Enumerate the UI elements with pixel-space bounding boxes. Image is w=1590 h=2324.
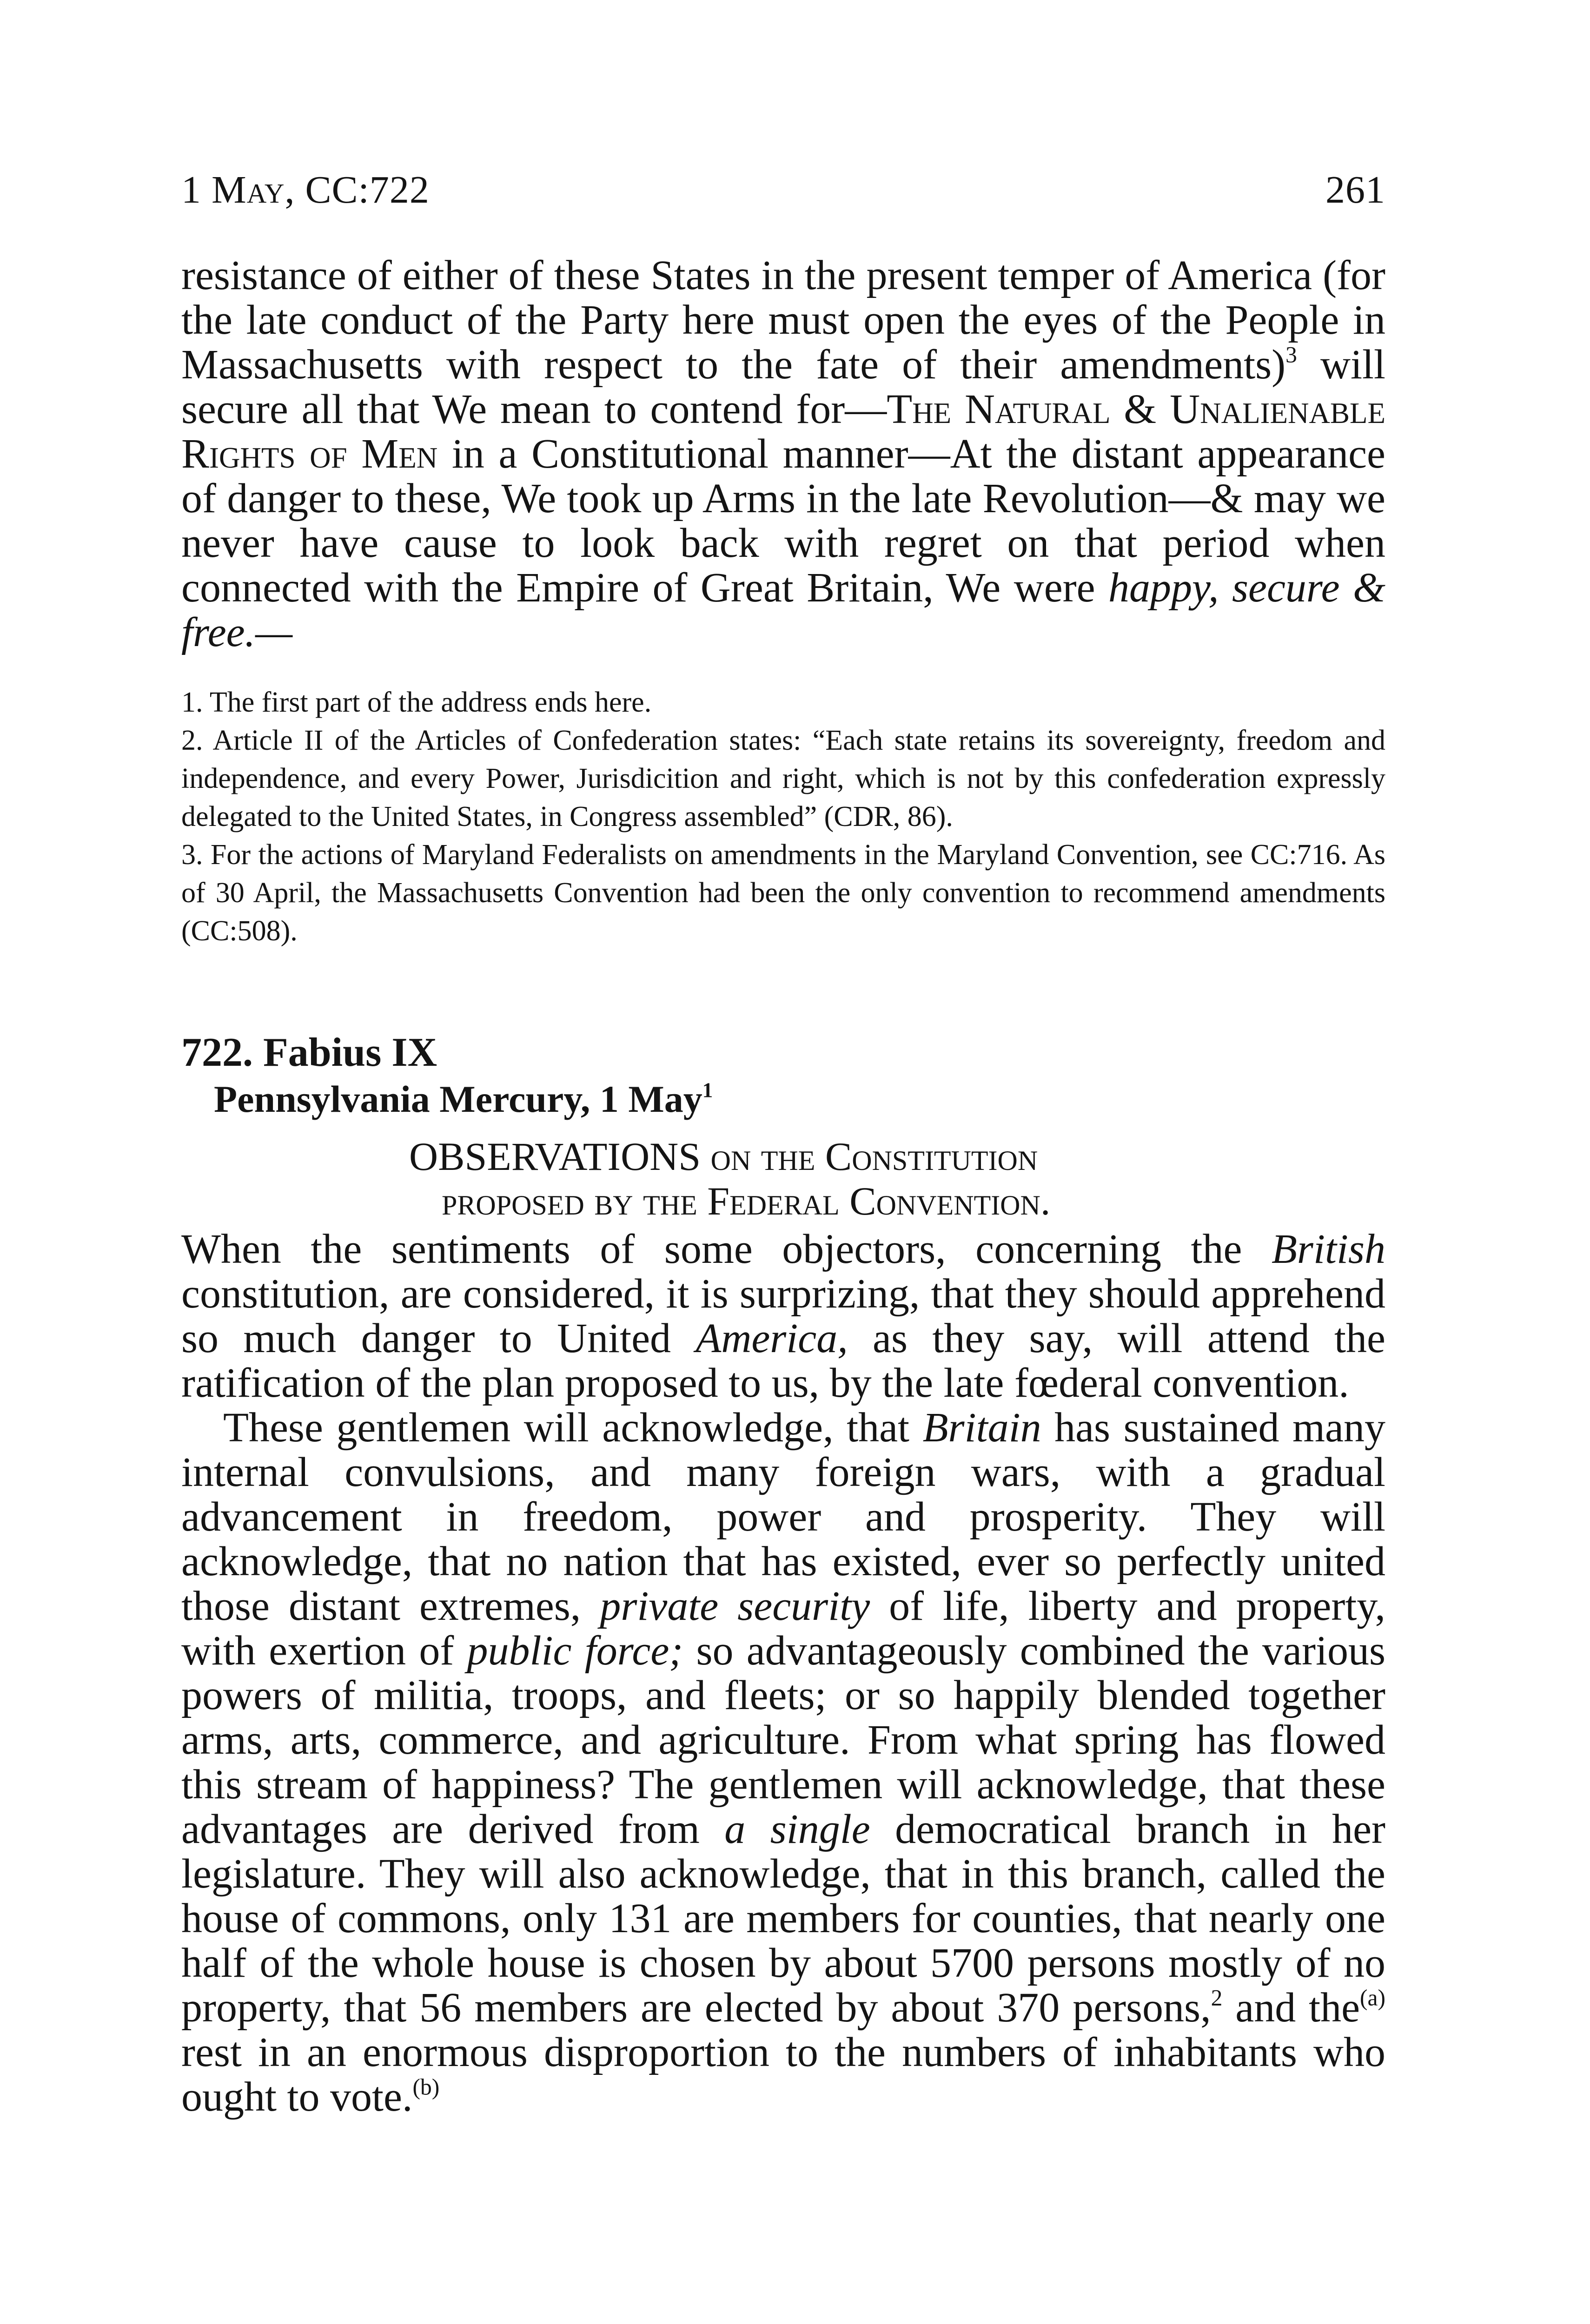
running-head <box>181 167 1385 212</box>
document-source: Pennsylvania Mercury, 1 May$^1$ <box>214 1078 713 1120</box>
top-italic-end: happy, secure & free.— <box>181 565 1385 655</box>
page-number: 261 <box>1325 168 1385 211</box>
running-head-left: 1 May, CC:722 <box>181 168 430 211</box>
source-note-ref: 1 <box>702 1078 713 1102</box>
document-heading <box>181 1030 1385 1122</box>
continued-paragraph <box>181 253 1385 655</box>
top-text-b: will secure all that We mean to contend for— <box>181 342 1385 432</box>
note-ref-2: 2 <box>1211 1985 1223 2011</box>
footnote-2: 2. Article II of the Articles of Confederation states: “Each state retains its sovereignty, freedom and independence, and every Power, Jurisdicition and right, which is not by this confederation expressly delegated to the United States, in Congress assembled” (CDR, 86). <box>181 725 1385 832</box>
footnote-3: 3. For the actions of Maryland Federalists on amendments in the Maryland Convention, see CC:716. As of 30 April, the Massachusetts Convention had been the only convention to recommend amendments (CC:508). <box>181 839 1385 947</box>
note-ref-3: 3 <box>1285 342 1297 368</box>
footnotes <box>181 683 1385 950</box>
textual-note-a: (a) <box>1360 1985 1385 2011</box>
document-number-title: 722. Fabius IX <box>181 1030 437 1075</box>
top-caps: The Natural & Unalienable Rights of Men <box>181 386 1385 477</box>
subtitle-line-1: OBSERVATIONS on the Constitution <box>409 1134 1038 1179</box>
paragraph-2: These gentlemen will acknowledge, that Britain has sustained many internal convulsions, and many foreign wars, with a gradual advancement in freedom, power and prosperity. They will acknowledge, that no nation that has existed, ever so perfectly united those distant extremes, private security of life, liberty and property, with exertion of public force; so advantageously combined the various powers of militia, troops, and fleets; or so happily blended together arms, arts, commerce, and agriculture. From what spring has flowed this stream of happiness? The gentlemen will acknowledge, that these advantages are derived from a single democratical branch in her legislature. They will also acknowledge, that in this branch, called the house of commons, only 131 are members for counties, that nearly one half of the whole house is chosen by about 5700 persons mostly of no property, that 56 members are elected by about 370 persons,$^2$ and the$^{(a)}$ rest in an enormous disproportion to the numbers of inhabitants who ought to vote.$^{(b)}$ <box>181 1405 1386 2120</box>
subtitle-line-2: proposed by the Federal Convention. <box>442 1179 1051 1223</box>
paragraph-1: When the sentiments of some objectors, concerning the British constitution, are considered, it is surprizing, that they should apprehend so much danger to United America, as they say, will attend the ratification of the plan proposed to us, by the late fœderal convention. <box>181 1226 1386 1406</box>
document-subtitle <box>0 1134 1590 1223</box>
article-body <box>181 1227 1385 2119</box>
top-text-a: resistance of either of these States in the present temper of America (for the late conduct of the Party here must open the eyes of the People in Massachusetts with respect to the fate of their amendments) <box>181 252 1385 388</box>
footnote-1: 1. The first part of the address ends here. <box>181 687 652 718</box>
textual-note-b: (b) <box>412 2074 440 2100</box>
top-text-c: in a Constitutional manner—At the distant appearance of danger to these, We took up Arms in the late Revolution—& may we never have cause to look back with regret on that period when connected with the Empire of Great Britain, We were <box>181 431 1386 611</box>
